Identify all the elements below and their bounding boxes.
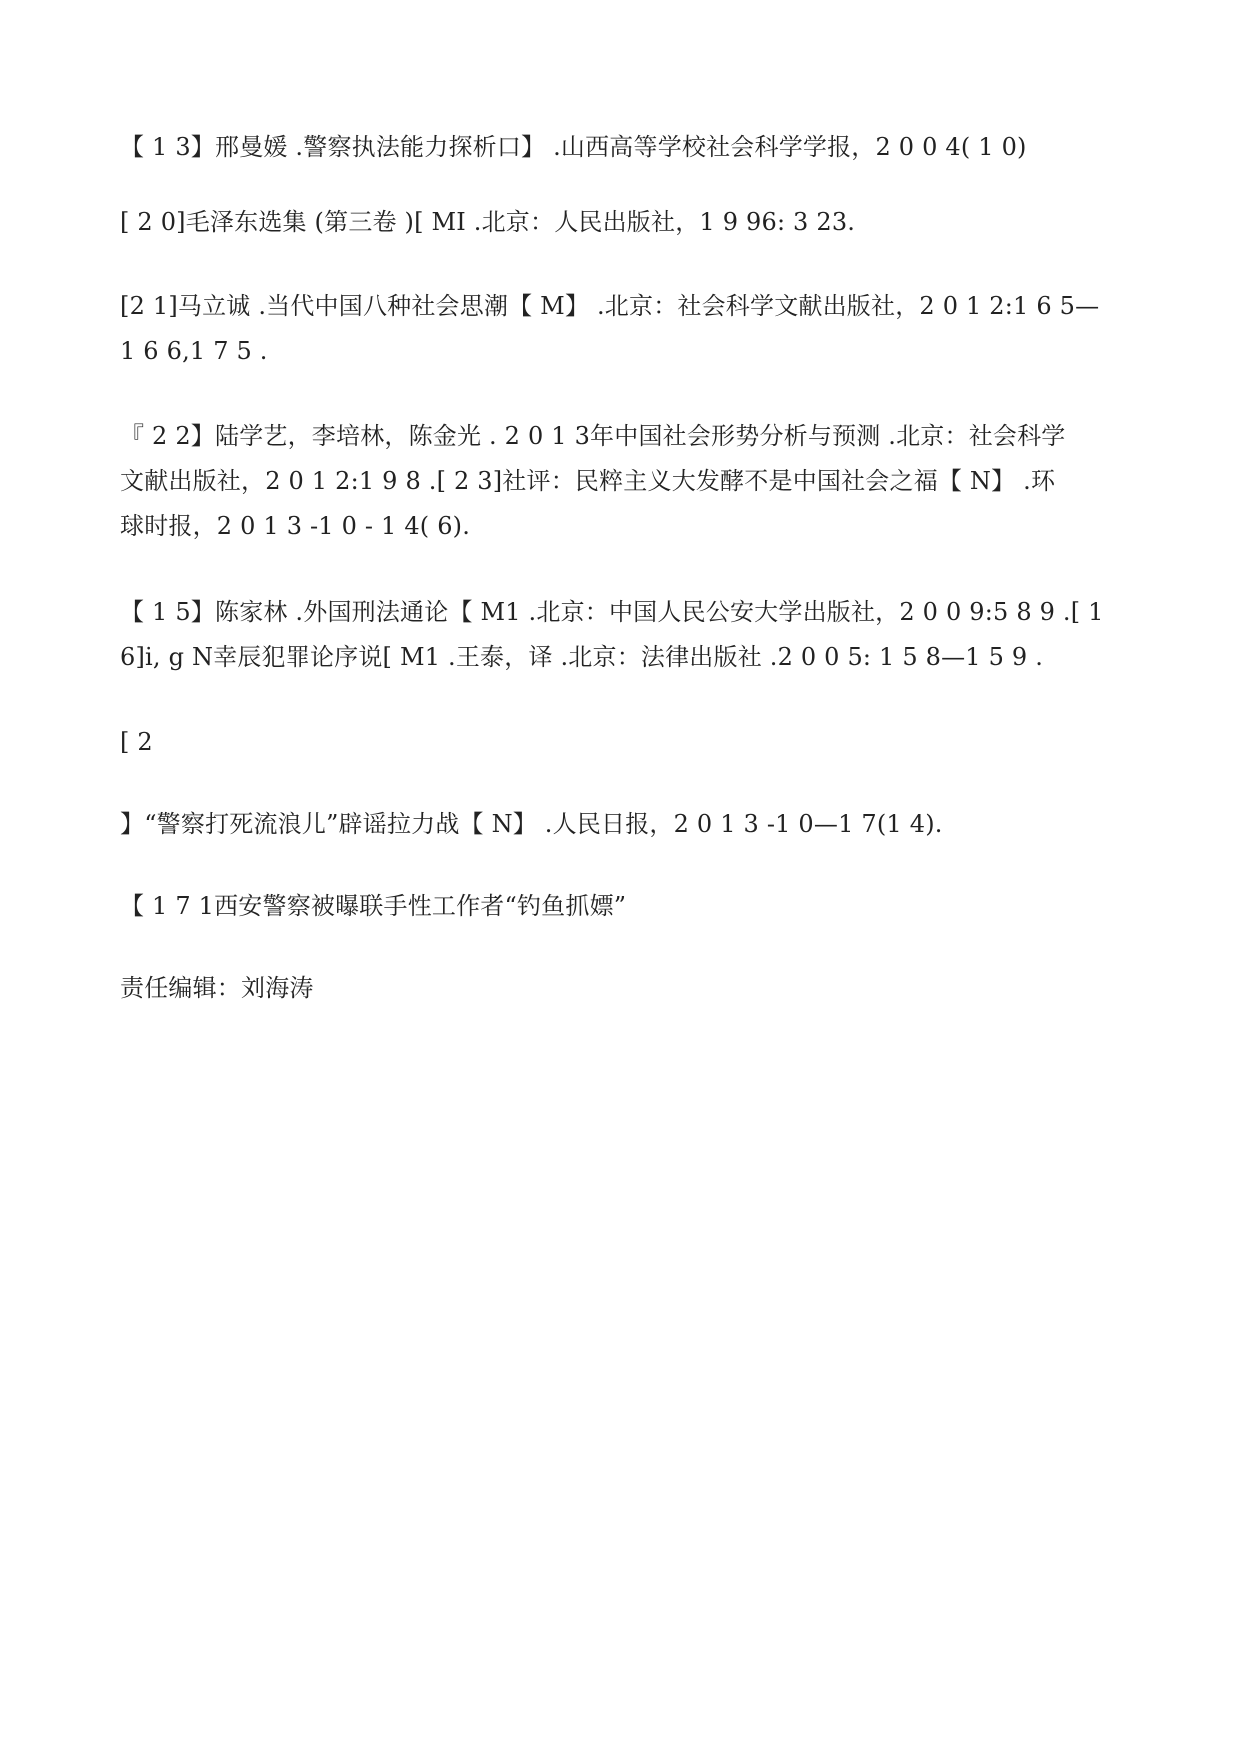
reference-line: [ 2 [120, 728, 153, 756]
reference-line: 1 6 6,1 7 5 . [120, 337, 268, 365]
reference-line: 6]i, g N幸辰犯罪论序说[ M1 .王泰，译 .北京：法律出版社 .2 0 0 5: 1 5 8—1 5 9 . [120, 643, 1044, 671]
reference-22-23 [120, 414, 1130, 549]
reference-line: 【 1 7 1西安警察被曝联手性工作者“钓鱼抓嫖” [120, 892, 627, 920]
reference-line: 文献出版社，2 0 1 2:1 9 8 .[ 2 3]社评：民粹主义大发酵不是中国社会之福【 N】 .环 [120, 467, 1056, 495]
reference-17 [120, 884, 1130, 929]
reference-fragment [120, 720, 1130, 765]
reference-21 [120, 284, 1130, 374]
reference-line: [2 1]马立诚 .当代中国八种社会思潮【 M】 .北京：社会科学文献出版社，2 0 1 2:1 6 5— [120, 292, 1100, 320]
reference-line: 【 1 5】陈家林 .外国刑法通论【 M1 .北京：中国人民公安大学出版社，2 0 0 9:5 8 9 .[ 1 [120, 598, 1104, 626]
reference-15-16 [120, 590, 1130, 680]
reference-line: 『 2 2】陆学艺，李培林，陈金光 . 2 0 1 3年中国社会形势分析与预测 .北京：社会科学 [120, 422, 1066, 450]
reference-line: 【 1 3】邢曼媛 .警察执法能力探析口】 .山西高等学校社会科学学报，2 0 0 4( 1 0) [120, 133, 1027, 161]
editor-label: 责任编辑：刘海涛 [120, 974, 314, 1002]
reference-line: 】“警察打死流浪儿”辟谣拉力战【 N】 .人民日报，2 0 1 3 -1 0—1 7(1 4). [120, 810, 943, 838]
responsible-editor [120, 966, 1130, 1011]
reference-13 [120, 125, 1130, 170]
reference-line: 球时报，2 0 1 3 -1 0 - 1 4( 6). [120, 512, 471, 540]
reference-news [120, 802, 1130, 847]
reference-line: [ 2 0]毛泽东选集 (第三卷 )[ MI .北京：人民出版社，1 9 96: 3 23. [120, 208, 856, 236]
reference-20 [120, 200, 1130, 245]
